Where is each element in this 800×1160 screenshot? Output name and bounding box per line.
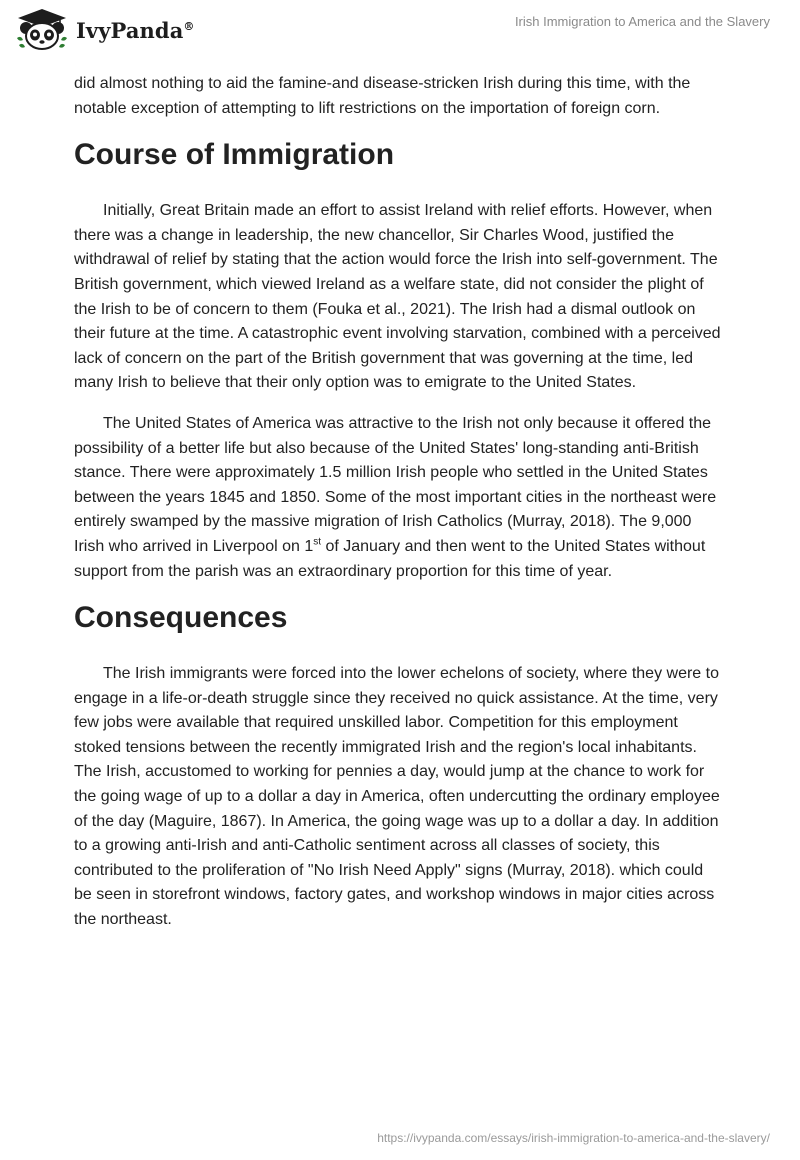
ordinal-suffix: st <box>313 536 322 548</box>
course-paragraph-1: Initially, Great Britain made an effort to assist Ireland with relief efforts. However, when there was a change in leadership, the new chancellor, Sir Charles Wood, justified the withdrawal of relief by stating that the action would force the Irish into self-government. The British government, which viewed Ireland as a welfare state, did not consider the plight of the Irish to be of concern to them (Fouka et al., 2021). The Irish had a dismal outlook on their future at the time. A catastrophic event involving starvation, combined with a perceived lack of concern on the part of the British government that was governing at the time, led many Irish to believe that their only option was to emigrate to the United States. <box>74 202 721 392</box>
panda-graduate-icon <box>14 8 70 52</box>
article-body <box>74 72 724 949</box>
brand-name <box>76 18 195 43</box>
intro-paragraph: did almost nothing to aid the famine-and disease-stricken Irish during this time, with the notable exception of attempting to lift restrictions on the importation of foreign corn. <box>74 75 691 117</box>
registered-mark: ® <box>183 19 195 33</box>
brand-logo[interactable] <box>14 8 195 52</box>
course-paragraph-2-part-1: The United States of America was attractive to the Irish not only because it offered the possibility of a better life but also because of the United States' long-standing anti-British stance. There were approximately 1.5 million Irish people who settled in the United States between the years 1845 and 1850. Some of the most important cities in the northeast were entirely swamped by the massive migration of Irish Catholics (Murray, 2018). The 9,000 Irish who arrived in Liverpool on 1 <box>74 414 717 555</box>
consequences-paragraph-1: The Irish immigrants were forced into the lower echelons of society, where they were to engage in a life-or-death struggle since they received no quick assistance. At the time, very few jobs were available that required unskilled labor. Competition for this employment stoked tensions between the recently immigrated Irish and the region's local inhabitants. The Irish, accustomed to working for pennies a day, would jump at the chance to work for the going wage of up to a dollar a day in America, often undercutting the ordinary employee of the day (Maguire, 1867). In America, the going wage was up to a dollar a day. In addition to a growing anti-Irish and anti-Catholic sentiment across all classes of society, this contributed to the proliferation of "No Irish Need Apply" signs (Murray, 2018). which could be seen in storefront windows, factory gates, and workshop windows in major cities across the northeast. <box>74 665 720 929</box>
page-header <box>0 0 800 60</box>
document-title: Irish Immigration to America and the Slavery <box>514 14 770 29</box>
course-paragraph-2-part-2: of January and then went to the United States without support from the parish was an extraordinary proportion for this time of year. <box>74 537 706 580</box>
brand-name-text: IvyPanda <box>76 17 184 43</box>
course-paragraph-2 <box>74 412 724 584</box>
source-url[interactable]: https://ivypanda.com/essays/irish-immigration-to-america-and-the-slavery/ <box>377 1131 770 1145</box>
section-heading-course-of-immigration: Course of Immigration <box>74 138 395 172</box>
section-heading-consequences: Consequences <box>74 601 288 635</box>
